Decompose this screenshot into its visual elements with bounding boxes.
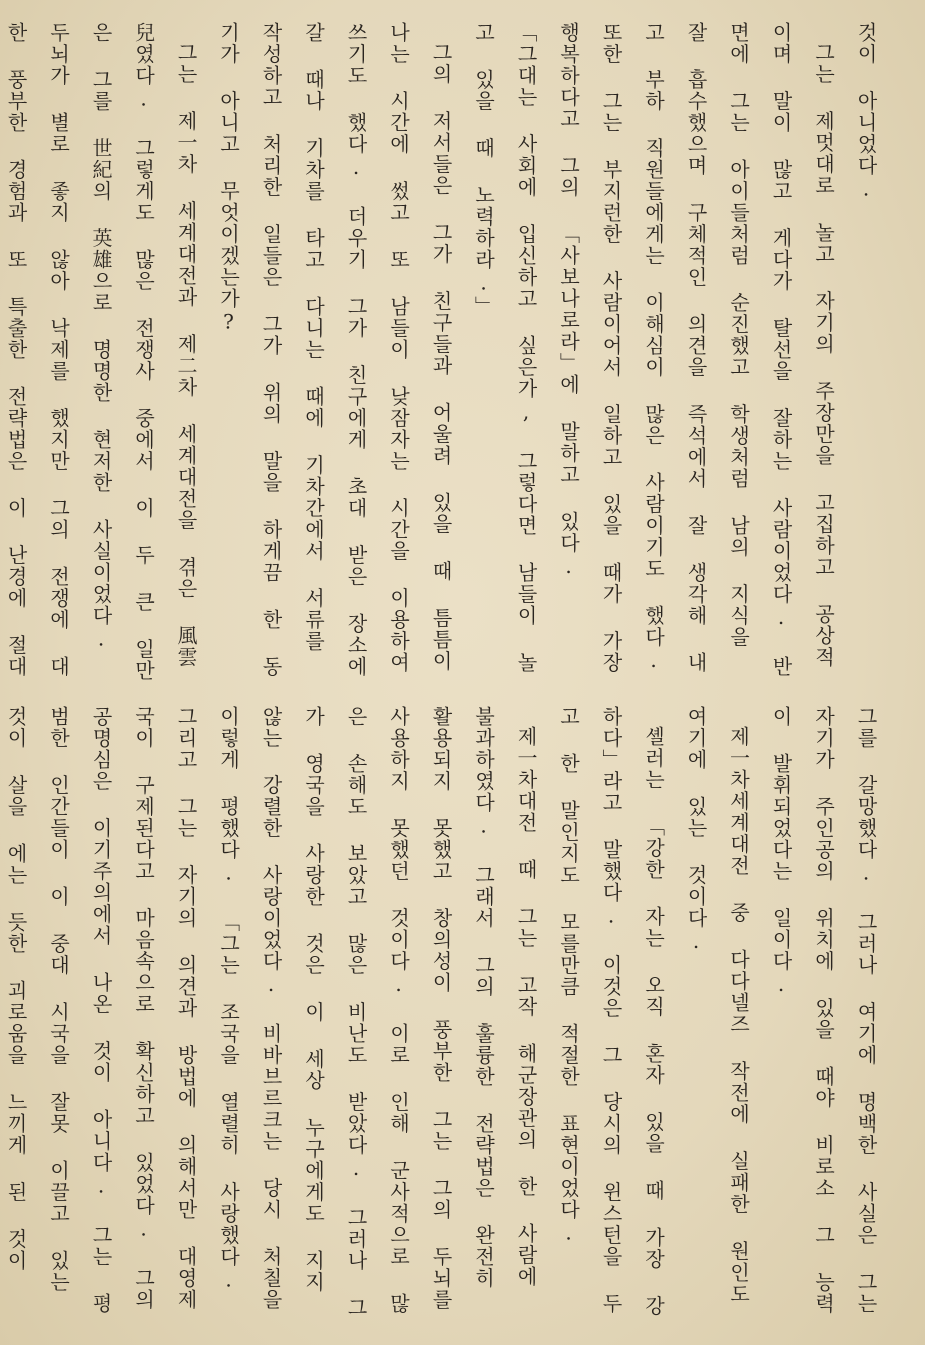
paragraph-character: 그는 제멋대로 놀고 자기의 주장만을 고집하고 공상적이며 말이 많고 게다가 탈선을 잘하는 사람이었다. 반면에 그는 아이들처럼 순진했고 학생처럼 남의 지식을 잘 흡수했으며 구체적인 의견을 즉석에서 잘 생각해 내고 부하 직원들에게는 이해심이 많은 사람이기도 했다. 또한 그는 부지런한 사람이어서 일하고 있을 때가 가장 행복하다고 그의 「사보나로라」에 말하고 있다.	[556, 22, 836, 678]
paragraph-world-wars: 그는 제一차 세계대전과 제二차 세계대전을 겪은 風雲兒였다. 그렇게도 많은 전쟁사 중에서 이 두 큰 일만은 그를 世紀의 英雄으로 명명한 현저한 사실이었다. 두뇌가 별로 좋지 않아 낙제를 했지만 그의 전쟁에 대한 풍부한 경험과 또 특출한 전략법은 이 난경에 절대	[4, 22, 198, 682]
paragraph-dardanelles: 제一차세계대전 중 다다넬즈 작전에 실패한 원인도 여기에 있는 것이다.	[684, 706, 751, 1305]
quotation-paragraph: 「그대는 사회에 입신하고 싶은가, 그렇다면 남들이 놀고 있을 때 노력하라.」	[471, 22, 538, 674]
paragraph-writings: 그의 저서들은 그가 친구들과 어울려 있을 때 틈틈이 나는 시간에 썼고 또 남들이 낮잠자는 시간을 이용하여 쓰기도 했다. 더우기 그가 친구에게 초대 받은 장소에 갈 때나 기차를 타고 다니는 때에 기차간에서 서류를 작성하고 처리한 일들은 그가 위의 말을 하게끔 한 동기가 아니고 무엇이겠는가?	[216, 22, 453, 678]
upper-text-block	[0, 22, 887, 682]
lower-text-block	[0, 706, 887, 1324]
paragraph-first-war-role: 제一차대전 때 그는 고작 해군장관의 한 사람에 불과하였다. 그래서 그의 훌륭한 전략법은 완전히 활용되지 못했고 창의성이 풍부한 그는 그의 두뇌를 사용하지 못했던 것이다. 이로 인해 군사적으로 많은 손해도 보았고 많은 비난도 받았다. 그러나 그가 영국을 사랑한 것은 이 세상 누구에게도 지지 않는 강렬한 사랑이었다. 비바브르크는 당시 처칠을 이렇게 평했다. 「그는 조국을 열렬히 사랑했다. 그리고 그는 자기의 의견과 방법에 의해서만 대영제국이 구제된다고 마음속으로 확신하고 있었다. 그의 공명심은 이기주의에서 나온 것이 아니다. 그는 평범한 인간들이 이 중대 시국을 잘못 이끌고 있는 것이 살을 에는 듯한 괴로움을 느끼게 된 것이	[4, 706, 538, 1319]
paragraph-continuation: 것이 아니었다.	[854, 22, 878, 202]
paragraph-schiller-quote: 셸러는 「강한 자는 오직 혼자 있을 때 가장 강하다」라고 말했다. 이것은 그 당시의 윈스턴을 두고 한 말인지도 모를만큼 적절한 표현이었다.	[556, 706, 666, 1317]
paragraph-continuation-lower: 그를 갈망했다. 그러나 여기에 명백한 사실은 그는 자기가 주인공의 위치에 있을 때야 비로소 그 능력이 발휘되었다는 일이다.	[769, 706, 878, 1315]
